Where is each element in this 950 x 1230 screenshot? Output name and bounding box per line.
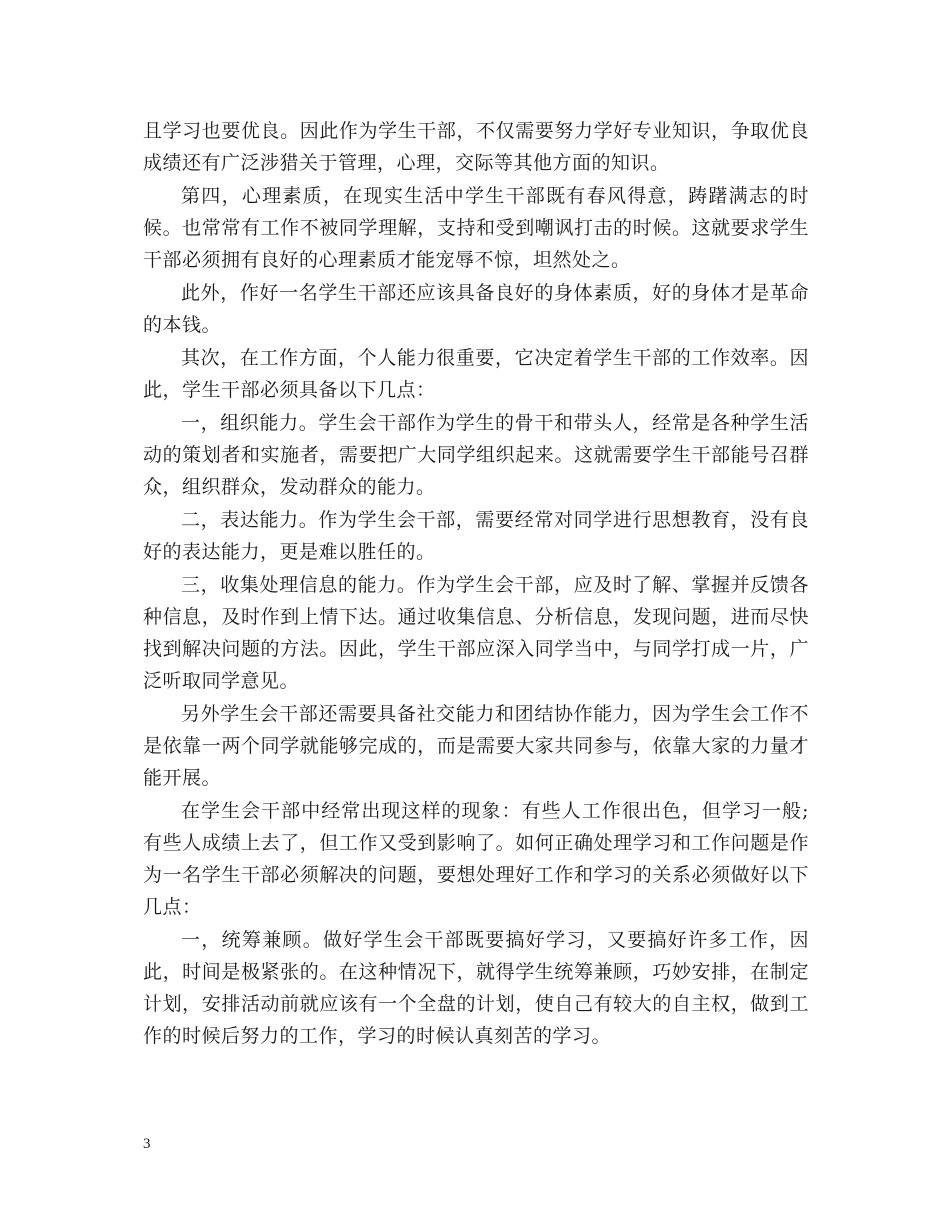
paragraph-4: 其次，在工作方面，个人能力很重要，它决定着学生干部的工作效率。因此，学生干部必须具备以下几点： bbox=[143, 347, 809, 401]
paragraph-3: 此外，作好一名学生干部还应该具备良好的身体素质，好的身体才是革命的本钱。 bbox=[143, 282, 809, 336]
paragraph-1: 且学习也要优良。因此作为学生干部，不仅需要努力学好专业知识，争取优良成绩还有广泛涉猎关于管理，心理，交际等其他方面的知识。 bbox=[143, 120, 809, 174]
paragraph-2: 第四，心理素质，在现实生活中学生干部既有春风得意，踌躇满志的时候。也常常有工作不被同学理解，支持和受到嘲讽打击的时候。这就要求学生干部必须拥有良好的心理素质才能宠辱不惊，坦然处之。 bbox=[143, 185, 809, 271]
paragraph-7: 三，收集处理信息的能力。作为学生会干部，应及时了解、掌握并反馈各种信息，及时作到上情下达。通过收集信息、分析信息，发现问题，进而尽快找到解决问题的方法。因此，学生干部应深入同学当中，与同学打成一片，广泛听取同学意见。 bbox=[143, 574, 809, 692]
paragraph-8: 另外学生会干部还需要具备社交能力和团结协作能力，因为学生会工作不是依靠一两个同学就能够完成的，而是需要大家共同参与，依靠大家的力量才能开展。 bbox=[143, 703, 809, 789]
page-number: 3 bbox=[143, 1136, 151, 1152]
paragraph-10: 一，统筹兼顾。做好学生会干部既要搞好学习，又要搞好许多工作，因此，时间是极紧张的。在这种情况下，就得学生统筹兼顾，巧妙安排，在制定计划，安排活动前就应该有一个全盘的计划，使自己有较大的自主权，做到工作的时候后努力的工作，学习的时候认真刻苦的学习。 bbox=[143, 929, 809, 1047]
paragraph-6: 二，表达能力。作为学生会干部，需要经常对同学进行思想教育，没有良好的表达能力，更是难以胜任的。 bbox=[143, 509, 809, 563]
body-text bbox=[143, 115, 809, 1053]
paragraph-5: 一，组织能力。学生会干部作为学生的骨干和带头人，经常是各种学生活动的策划者和实施者，需要把广大同学组织起来。这就需要学生干部能号召群众，组织群众，发动群众的能力。 bbox=[143, 412, 809, 498]
paragraph-9: 在学生会干部中经常出现这样的现象：有些人工作很出色，但学习一般;有些人成绩上去了，但工作又受到影响了。如何正确处理学习和工作问题是作为一名学生干部必须解决的问题，要想处理好工作和学习的关系必须做好以下几点： bbox=[143, 800, 809, 918]
